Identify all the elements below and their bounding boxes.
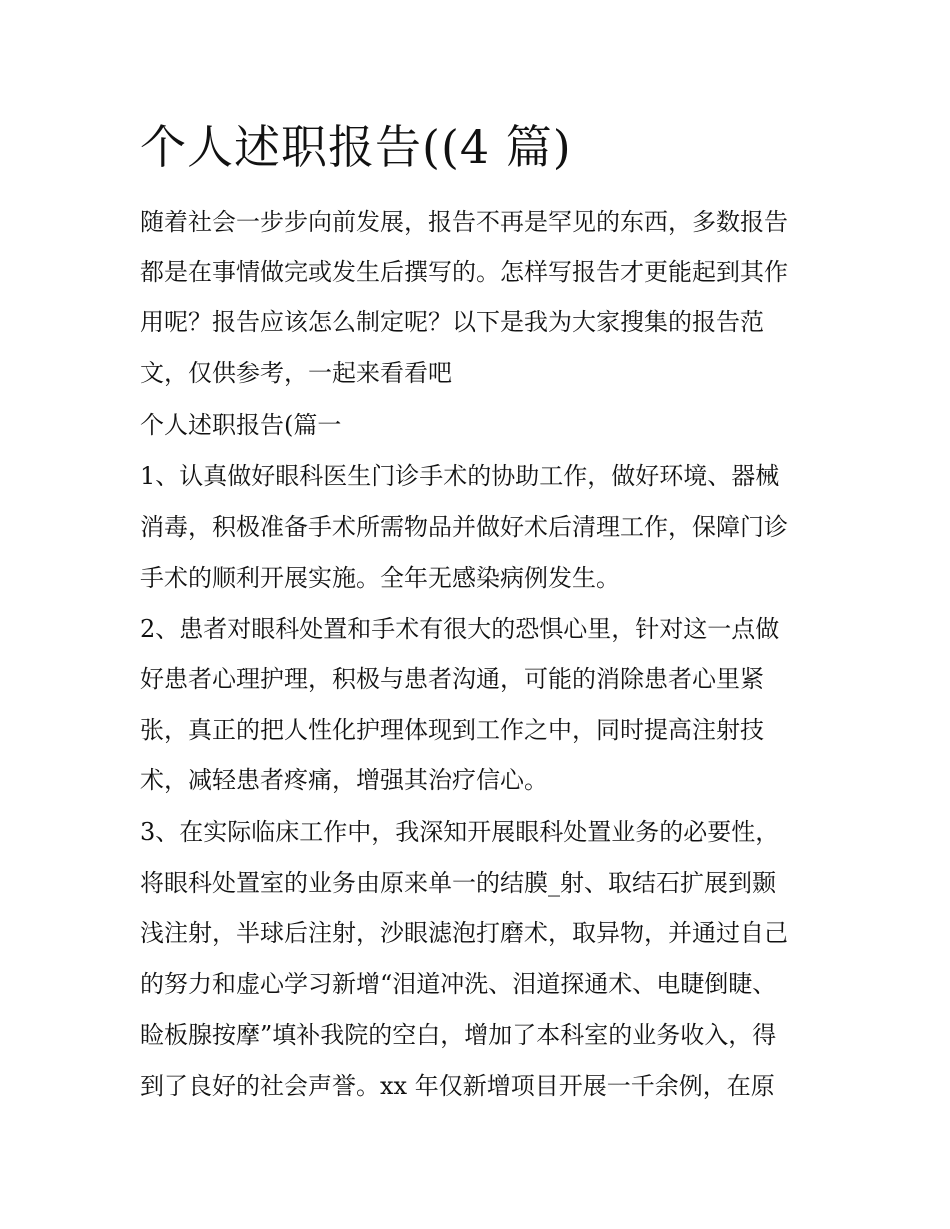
body-line: 张，真正的把人性化护理体现到工作之中，同时提高注射技 (140, 716, 764, 744)
body-line: 文，仅供参考，一起来看看吧 (140, 359, 452, 387)
body-line: 到了良好的社会声誉。xx 年仅新增项目开展一千余例，在原 (140, 1072, 775, 1100)
section-heading: 个人述职报告(篇一 (140, 411, 342, 439)
body-line: 手术的顺利开展实施。全年无感染病例发生。 (140, 564, 620, 592)
body-line: 将眼科处置室的业务由原来单一的结膜_射、取结石扩展到颞 (140, 869, 776, 897)
body-line: 用呢？报告应该怎么制定呢？以下是我为大家搜集的报告范 (140, 308, 764, 336)
body-line: 随着社会一步步向前发展，报告不再是罕见的东西，多数报告 (140, 208, 788, 236)
body-line: 睑板腺按摩”填补我院的空白，增加了本科室的业务收入，得 (140, 1021, 777, 1049)
body-line: 浅注射，半球后注射，沙眼滤泡打磨术，取异物，并通过自己 (140, 919, 788, 947)
body-line: 1、认真做好眼科医生门诊手术的协助工作，做好环境、器械 (140, 462, 780, 490)
body-line: 消毒，积极准备手术所需物品并做好术后清理工作，保障门诊 (140, 513, 788, 541)
body-line: 都是在事情做完或发生后撰写的。怎样写报告才更能起到其作 (140, 258, 788, 286)
body-line: 2、患者对眼科处置和手术有很大的恐惧心里，针对这一点做 (140, 615, 780, 643)
page-title: 个人述职报告((4 篇) (140, 120, 572, 174)
body-line: 3、在实际临床工作中，我深知开展眼科处置业务的必要性， (140, 818, 780, 846)
body-line: 的努力和虚心学习新增“泪道冲洗、泪道探通术、电睫倒睫、 (140, 970, 777, 998)
body-line: 术，减轻患者疼痛，增强其治疗信心。 (140, 766, 548, 794)
body-line: 好患者心理护理，积极与患者沟通，可能的消除患者心里紧 (140, 665, 764, 693)
